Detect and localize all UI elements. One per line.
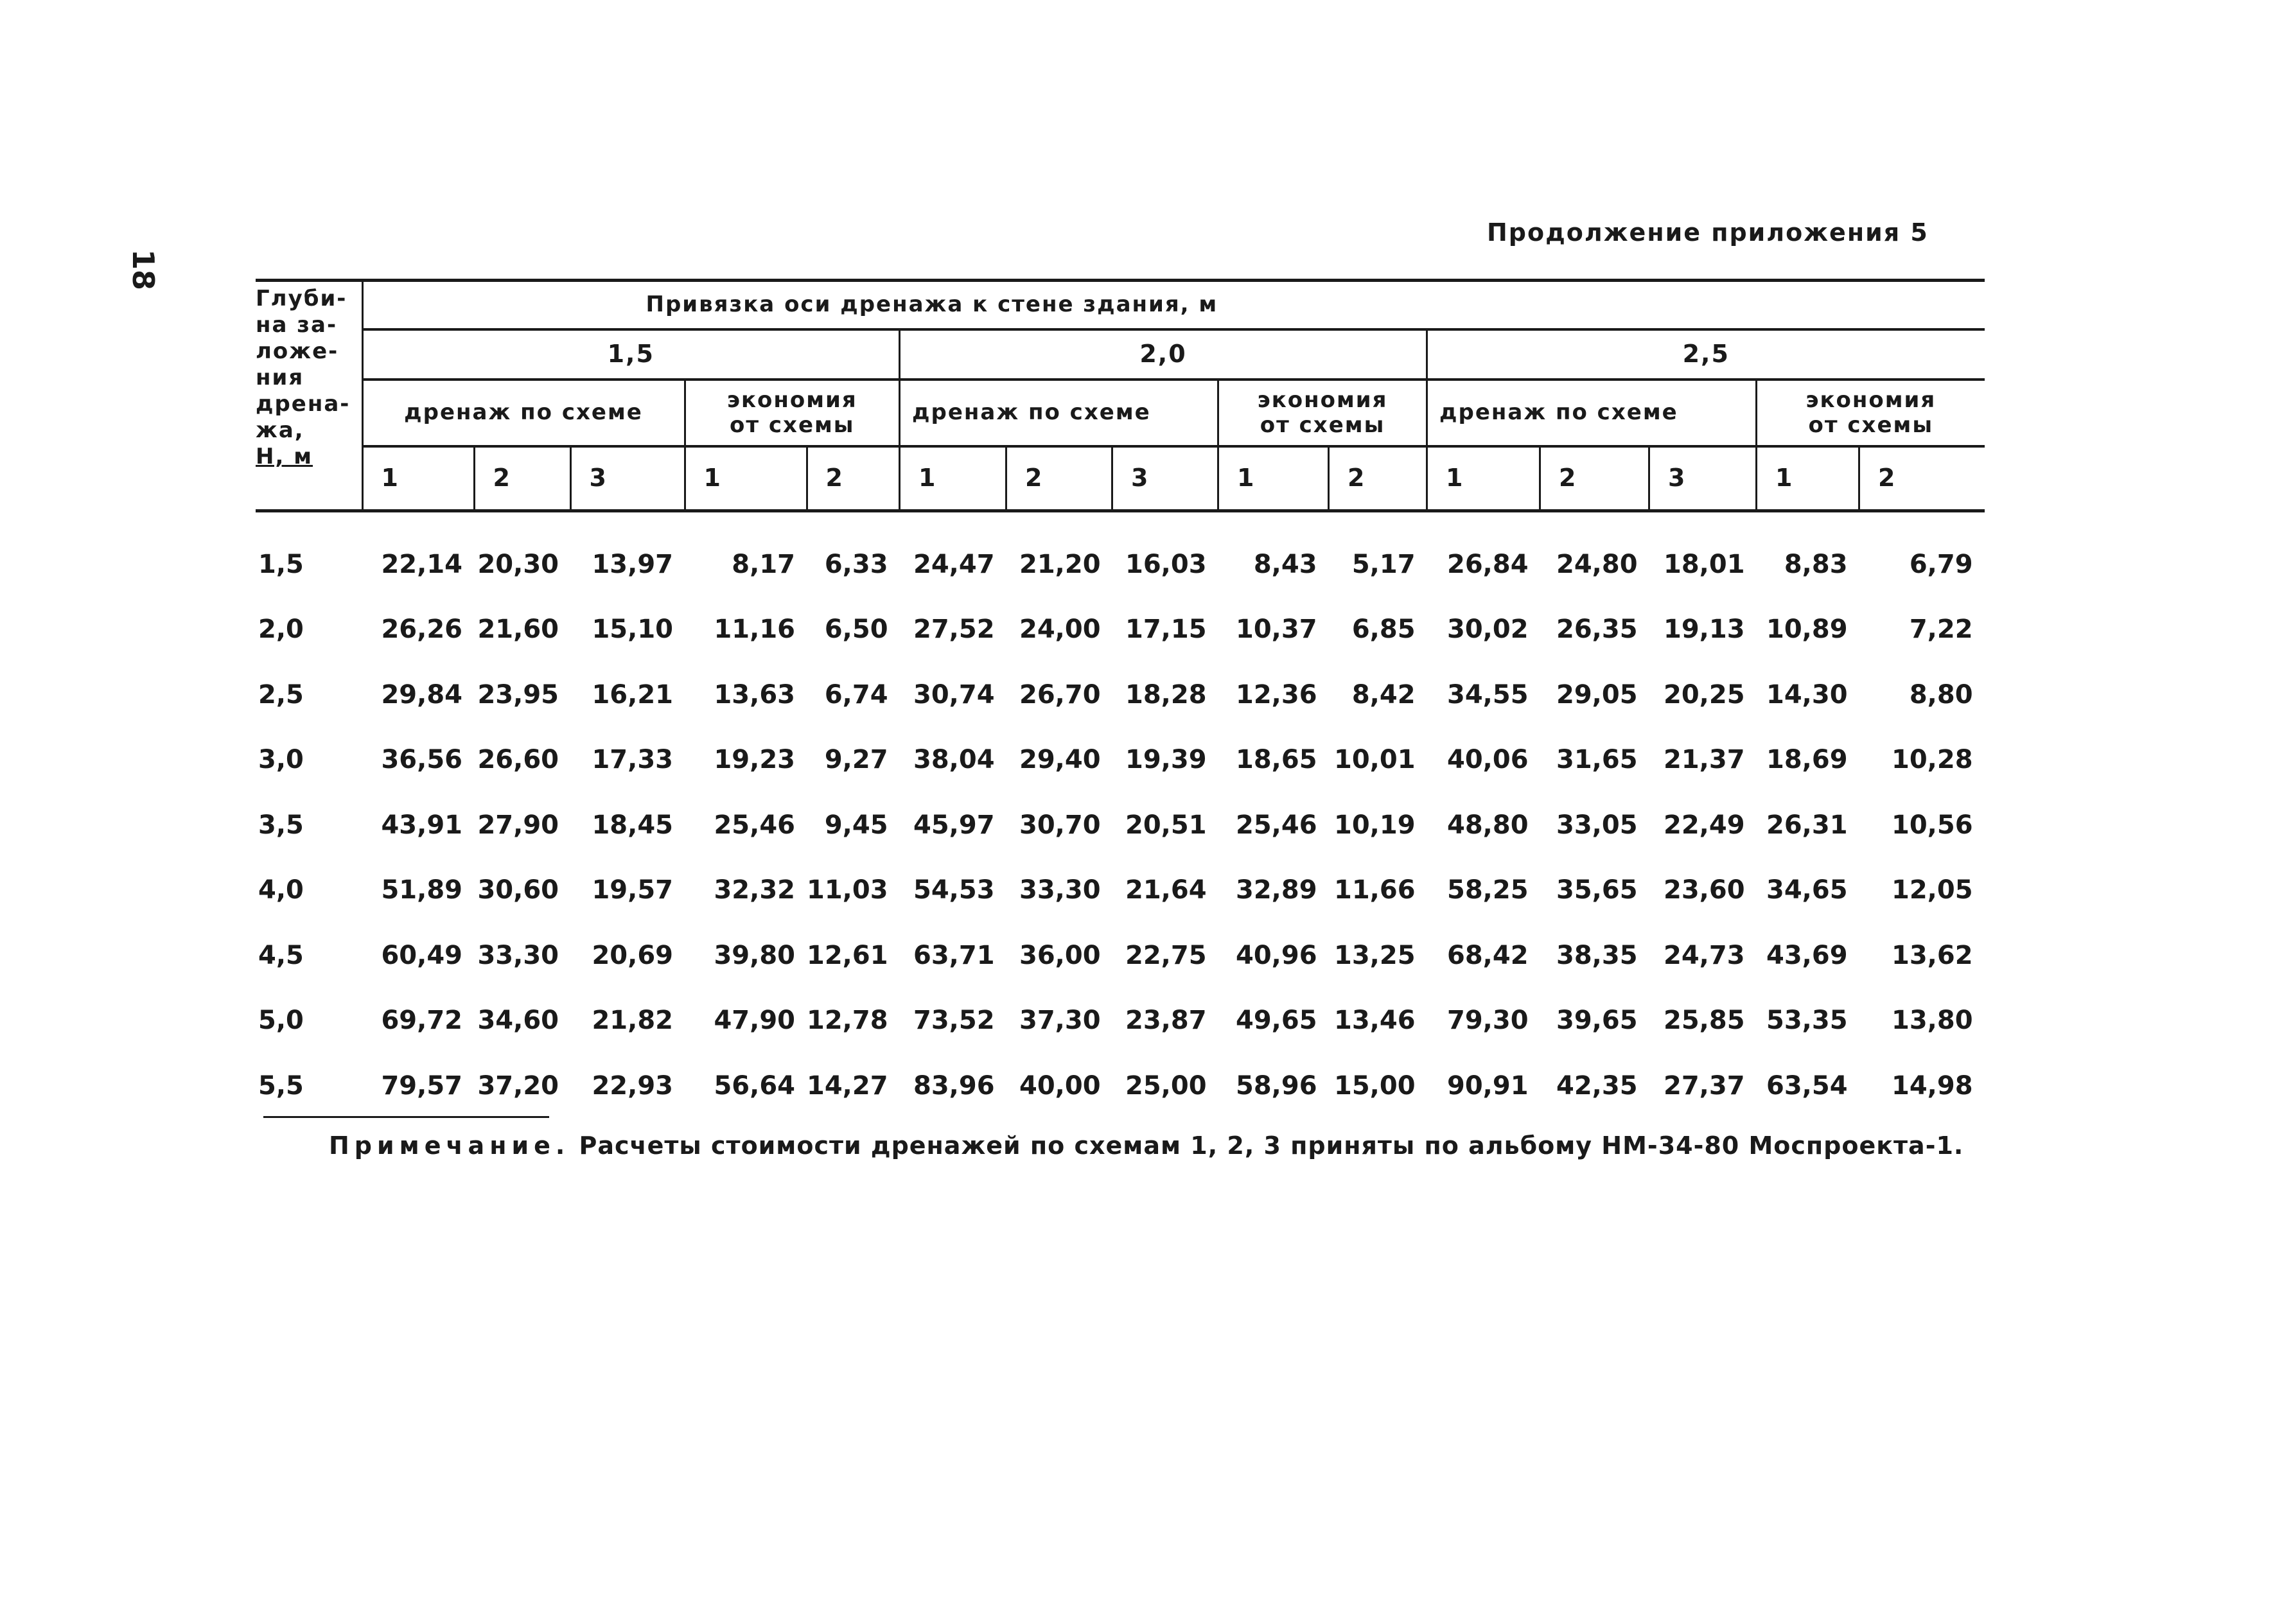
value-cell: 20,69	[592, 940, 673, 970]
value-cell: 25,46	[1236, 810, 1317, 840]
value-cell: 8,80	[1909, 679, 1973, 710]
group-drain-1-5: дренаж по схеме	[362, 380, 685, 446]
table-row	[256, 662, 1985, 728]
value-cell: 6,50	[824, 615, 888, 645]
value-cell: 19,57	[592, 875, 673, 905]
value-cell: 38,35	[1556, 940, 1638, 970]
scheme-header: 2	[1859, 446, 1985, 511]
value-cell: 25,00	[1125, 1070, 1207, 1101]
scheme-header: 1	[685, 446, 807, 511]
scheme-header: 3	[1112, 446, 1218, 511]
value-cell: 68,42	[1447, 940, 1529, 970]
value-cell: 58,25	[1447, 875, 1529, 905]
value-cell: 18,45	[592, 810, 673, 840]
value-cell: 13,97	[592, 549, 673, 579]
value-cell: 73,52	[913, 1006, 995, 1036]
main-header: Привязка оси дренажа к стене здания, м	[362, 281, 1985, 330]
value-cell: 27,52	[913, 615, 995, 645]
scheme-header: 2	[474, 446, 570, 511]
value-cell: 13,80	[1892, 1006, 1973, 1036]
value-cell: 40,00	[1019, 1070, 1101, 1101]
value-cell: 12,36	[1236, 679, 1317, 710]
table-row	[256, 511, 1985, 597]
distance-header-2-0: 2,0	[900, 329, 1427, 380]
value-cell: 90,91	[1447, 1070, 1529, 1101]
table-row	[256, 1053, 1985, 1119]
footnote-text: Расчеты стоимости дренажей по схемам 1, 2, 3 приняты по альбому НМ-34-80 Моспроекта-1.	[570, 1131, 1964, 1160]
value-cell: 26,84	[1447, 549, 1529, 579]
value-cell: 29,84	[381, 679, 462, 710]
value-cell: 20,30	[477, 549, 559, 579]
value-cell: 47,90	[714, 1006, 795, 1036]
value-cell: 69,72	[381, 1006, 462, 1036]
value-cell: 30,60	[477, 875, 559, 905]
saving-line-2: от схемы	[1260, 412, 1385, 438]
value-cell: 43,91	[381, 810, 462, 840]
value-cell: 16,21	[592, 679, 673, 710]
value-cell: 22,75	[1125, 940, 1207, 970]
value-cell: 32,32	[714, 875, 795, 905]
depth-cell: 2,0	[258, 615, 304, 645]
value-cell: 10,56	[1892, 810, 1973, 840]
value-cell: 12,05	[1892, 875, 1973, 905]
value-cell: 40,06	[1447, 745, 1529, 775]
scheme-header: 1	[1218, 446, 1329, 511]
value-cell: 9,27	[824, 745, 888, 775]
value-cell: 26,35	[1556, 615, 1638, 645]
distance-header-2-5: 2,5	[1427, 329, 1985, 380]
value-cell: 39,80	[714, 940, 795, 970]
value-cell: 39,65	[1556, 1006, 1638, 1036]
note-divider	[263, 1116, 549, 1118]
value-cell: 27,37	[1664, 1070, 1745, 1101]
value-cell: 36,00	[1019, 940, 1101, 970]
depth-header-line: дрена-	[256, 391, 351, 417]
value-cell: 19,39	[1125, 745, 1207, 775]
value-cell: 24,47	[913, 549, 995, 579]
group-saving-2-0	[1218, 380, 1427, 446]
value-cell: 13,46	[1334, 1006, 1416, 1036]
value-cell: 10,37	[1236, 615, 1317, 645]
value-cell: 24,73	[1664, 940, 1745, 970]
value-cell: 11,16	[714, 615, 795, 645]
value-cell: 19,13	[1664, 615, 1745, 645]
value-cell: 10,28	[1892, 745, 1973, 775]
value-cell: 53,35	[1766, 1006, 1848, 1036]
value-cell: 38,04	[913, 745, 995, 775]
value-cell: 30,02	[1447, 615, 1529, 645]
value-cell: 8,42	[1351, 679, 1416, 710]
value-cell: 17,15	[1125, 615, 1207, 645]
value-cell: 83,96	[913, 1070, 995, 1101]
value-cell: 26,60	[477, 745, 559, 775]
value-cell: 36,56	[381, 745, 462, 775]
value-cell: 35,65	[1556, 875, 1638, 905]
value-cell: 48,80	[1447, 810, 1529, 840]
scheme-header: 1	[362, 446, 474, 511]
value-cell: 6,33	[824, 549, 888, 579]
value-cell: 8,83	[1784, 549, 1848, 579]
depth-cell: 4,0	[258, 875, 304, 905]
value-cell: 32,89	[1236, 875, 1317, 905]
value-cell: 21,20	[1019, 549, 1101, 579]
value-cell: 12,61	[807, 940, 888, 970]
depth-header-line: ложе-	[256, 338, 339, 364]
saving-line-1: экономия	[726, 387, 857, 413]
value-cell: 9,45	[824, 810, 888, 840]
value-cell: 27,90	[477, 810, 559, 840]
value-cell: 18,01	[1664, 549, 1745, 579]
scheme-header: 2	[807, 446, 900, 511]
value-cell: 31,65	[1556, 745, 1638, 775]
continuation-caption: Продолжение приложения 5	[1487, 218, 1929, 247]
depth-header-line: ния	[256, 365, 304, 390]
value-cell: 11,66	[1334, 875, 1416, 905]
value-cell: 34,55	[1447, 679, 1529, 710]
value-cell: 25,46	[714, 810, 795, 840]
table-row	[256, 597, 1985, 663]
group-saving-1-5	[685, 380, 900, 446]
value-cell: 21,37	[1664, 745, 1745, 775]
scheme-header: 1	[1757, 446, 1859, 511]
value-cell: 16,03	[1125, 549, 1207, 579]
value-cell: 26,31	[1766, 810, 1848, 840]
value-cell: 10,89	[1766, 615, 1848, 645]
value-cell: 20,25	[1664, 679, 1745, 710]
value-cell: 34,65	[1766, 875, 1848, 905]
scheme-header: 2	[1540, 446, 1649, 511]
value-cell: 6,79	[1909, 549, 1973, 579]
table-row	[256, 858, 1985, 923]
value-cell: 23,87	[1125, 1006, 1207, 1036]
value-cell: 21,82	[592, 1006, 673, 1036]
depth-cell: 1,5	[258, 549, 304, 579]
group-saving-2-5	[1757, 380, 1985, 446]
depth-header-line: Н, м	[256, 444, 313, 469]
distance-header-1-5: 1,5	[362, 329, 900, 380]
depth-cell: 4,5	[258, 940, 304, 970]
value-cell: 37,20	[477, 1070, 559, 1101]
value-cell: 24,00	[1019, 615, 1101, 645]
value-cell: 58,96	[1236, 1070, 1317, 1101]
depth-column-header	[256, 281, 362, 511]
value-cell: 7,22	[1909, 615, 1973, 645]
depth-header-line: Глуби-	[256, 286, 347, 311]
drainage-cost-table	[256, 279, 1985, 1119]
value-cell: 37,30	[1019, 1006, 1101, 1036]
value-cell: 11,03	[807, 875, 888, 905]
value-cell: 24,80	[1556, 549, 1638, 579]
scheme-header: 1	[1427, 446, 1540, 511]
scheme-header: 2	[1329, 446, 1427, 511]
value-cell: 79,30	[1447, 1006, 1529, 1036]
value-cell: 18,69	[1766, 745, 1848, 775]
depth-cell: 5,5	[258, 1070, 304, 1101]
value-cell: 45,97	[913, 810, 995, 840]
value-cell: 33,05	[1556, 810, 1638, 840]
value-cell: 14,30	[1766, 679, 1848, 710]
depth-cell: 2,5	[258, 679, 304, 710]
value-cell: 26,70	[1019, 679, 1101, 710]
value-cell: 23,60	[1664, 875, 1745, 905]
value-cell: 33,30	[1019, 875, 1101, 905]
value-cell: 29,40	[1019, 745, 1101, 775]
table-row	[256, 792, 1985, 858]
value-cell: 10,19	[1334, 810, 1416, 840]
value-cell: 63,54	[1766, 1070, 1848, 1101]
table-body	[256, 511, 1985, 1119]
scheme-header: 3	[570, 446, 685, 511]
cost-table-container	[256, 279, 1985, 1119]
value-cell: 14,98	[1892, 1070, 1973, 1101]
value-cell: 6,85	[1351, 615, 1416, 645]
value-cell: 8,43	[1253, 549, 1317, 579]
value-cell: 5,17	[1351, 549, 1416, 579]
value-cell: 13,25	[1334, 940, 1416, 970]
value-cell: 30,70	[1019, 810, 1101, 840]
value-cell: 51,89	[381, 875, 462, 905]
saving-line-2: от схемы	[729, 412, 855, 438]
value-cell: 56,64	[714, 1070, 795, 1101]
table-row	[256, 728, 1985, 793]
value-cell: 8,17	[732, 549, 795, 579]
scheme-header: 1	[900, 446, 1006, 511]
value-cell: 63,71	[913, 940, 995, 970]
value-cell: 20,51	[1125, 810, 1207, 840]
depth-cell: 3,0	[258, 745, 304, 775]
value-cell: 29,05	[1556, 679, 1638, 710]
table-row	[256, 988, 1985, 1054]
value-cell: 60,49	[381, 940, 462, 970]
saving-line-1: экономия	[1257, 387, 1388, 413]
depth-cell: 5,0	[258, 1006, 304, 1036]
value-cell: 22,49	[1664, 810, 1745, 840]
saving-line-2: от схемы	[1808, 412, 1934, 438]
value-cell: 34,60	[477, 1006, 559, 1036]
group-drain-2-0: дренаж по схеме	[900, 380, 1218, 446]
value-cell: 22,93	[592, 1070, 673, 1101]
saving-line-1: экономия	[1805, 387, 1937, 413]
value-cell: 13,63	[714, 679, 795, 710]
table-header	[256, 281, 1985, 511]
value-cell: 15,00	[1334, 1070, 1416, 1101]
value-cell: 26,26	[381, 615, 462, 645]
value-cell: 18,65	[1236, 745, 1317, 775]
value-cell: 13,62	[1892, 940, 1973, 970]
scheme-header: 2	[1006, 446, 1112, 511]
value-cell: 12,78	[807, 1006, 888, 1036]
value-cell: 21,64	[1125, 875, 1207, 905]
value-cell: 14,27	[807, 1070, 888, 1101]
depth-header-line: жа,	[256, 417, 304, 443]
footnote-lead: Примечание.	[329, 1131, 570, 1160]
value-cell: 43,69	[1766, 940, 1848, 970]
depth-header-line: на за-	[256, 312, 338, 338]
value-cell: 79,57	[381, 1070, 462, 1101]
value-cell: 10,01	[1334, 745, 1416, 775]
value-cell: 40,96	[1236, 940, 1317, 970]
value-cell: 54,53	[913, 875, 995, 905]
value-cell: 15,10	[592, 615, 673, 645]
value-cell: 23,95	[477, 679, 559, 710]
value-cell: 6,74	[824, 679, 888, 710]
value-cell: 30,74	[913, 679, 995, 710]
value-cell: 42,35	[1556, 1070, 1638, 1101]
footnote	[329, 1131, 1963, 1160]
depth-cell: 3,5	[258, 810, 304, 840]
value-cell: 49,65	[1236, 1006, 1317, 1036]
group-drain-2-5: дренаж по схеме	[1427, 380, 1757, 446]
value-cell: 17,33	[592, 745, 673, 775]
value-cell: 22,14	[381, 549, 462, 579]
value-cell: 25,85	[1664, 1006, 1745, 1036]
value-cell: 21,60	[477, 615, 559, 645]
table-row	[256, 923, 1985, 988]
scheme-header: 3	[1649, 446, 1757, 511]
page-number: 18	[126, 249, 161, 291]
value-cell: 19,23	[714, 745, 795, 775]
value-cell: 33,30	[477, 940, 559, 970]
value-cell: 18,28	[1125, 679, 1207, 710]
